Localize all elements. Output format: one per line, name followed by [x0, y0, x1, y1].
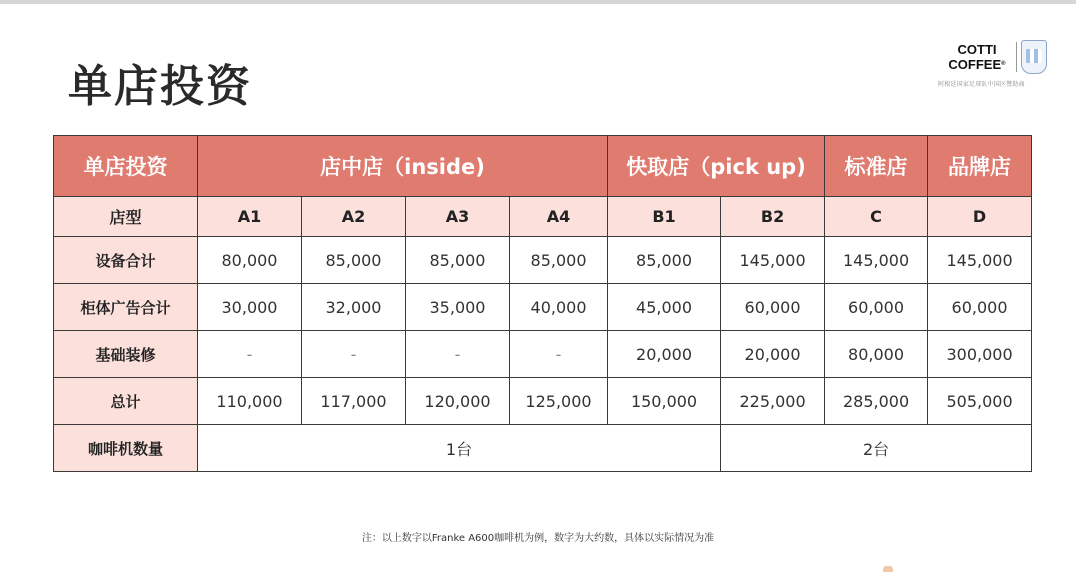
machine-count-row — [54, 425, 1032, 472]
type-cell: B1 — [608, 197, 721, 237]
value-cell: 35,000 — [406, 284, 510, 331]
value-cell: 145,000 — [825, 237, 928, 284]
header-inside: 店中店（inside) — [198, 136, 608, 197]
logo-divider — [1016, 42, 1017, 72]
value-cell: - — [510, 331, 608, 378]
store-type-row — [54, 197, 1032, 237]
value-cell: - — [302, 331, 406, 378]
logo-line2: COFFEE — [948, 57, 1002, 72]
logo-tagline: 阿根廷国家足球队中国区赞助商 — [938, 81, 1025, 88]
type-cell: B2 — [721, 197, 825, 237]
type-cell: A4 — [510, 197, 608, 237]
value-cell: 85,000 — [510, 237, 608, 284]
value-cell: 85,000 — [406, 237, 510, 284]
team-crest-icon — [1021, 40, 1047, 74]
machine-count-group2: 2台 — [721, 425, 1032, 472]
value-cell: 120,000 — [406, 378, 510, 425]
value-cell: 60,000 — [825, 284, 928, 331]
page-title: 单店投资 — [68, 61, 252, 112]
header-single-store: 单店投资 — [54, 136, 198, 197]
corner-decoration — [883, 566, 893, 572]
value-cell: 40,000 — [510, 284, 608, 331]
value-cell: 60,000 — [928, 284, 1032, 331]
row-label: 总计 — [54, 378, 198, 425]
row-label: 店型 — [54, 197, 198, 237]
row-label: 基础装修 — [54, 331, 198, 378]
type-cell: A2 — [302, 197, 406, 237]
value-cell: 285,000 — [825, 378, 928, 425]
value-cell: 300,000 — [928, 331, 1032, 378]
row-label: 设备合计 — [54, 237, 198, 284]
value-cell: - — [198, 331, 302, 378]
table-row — [54, 378, 1032, 425]
header-standard: 标准店 — [825, 136, 928, 197]
value-cell: 32,000 — [302, 284, 406, 331]
type-cell: A1 — [198, 197, 302, 237]
row-label: 柜体广告合计 — [54, 284, 198, 331]
value-cell: 145,000 — [928, 237, 1032, 284]
table-row — [54, 284, 1032, 331]
footnote: 注：以上数字以Franke A600咖啡机为例，数字为大约数，具体以实际情况为准 — [361, 533, 715, 544]
value-cell: 85,000 — [608, 237, 721, 284]
logo-line1: COTTI — [957, 42, 997, 57]
type-cell: A3 — [406, 197, 510, 237]
investment-table — [53, 135, 1032, 472]
type-cell: D — [928, 197, 1032, 237]
machine-count-group1: 1台 — [198, 425, 721, 472]
value-cell: - — [406, 331, 510, 378]
value-cell: 20,000 — [608, 331, 721, 378]
value-cell: 150,000 — [608, 378, 721, 425]
value-cell: 20,000 — [721, 331, 825, 378]
table-row — [54, 331, 1032, 378]
value-cell: 45,000 — [608, 284, 721, 331]
type-cell: C — [825, 197, 928, 237]
value-cell: 80,000 — [825, 331, 928, 378]
value-cell: 505,000 — [928, 378, 1032, 425]
table-row — [54, 237, 1032, 284]
logo-line2-wrap — [942, 57, 1012, 72]
value-cell: 125,000 — [510, 378, 608, 425]
value-cell: 225,000 — [721, 378, 825, 425]
row-label: 咖啡机数量 — [54, 425, 198, 472]
header-row — [54, 136, 1032, 197]
logo-wordmark — [942, 42, 1012, 72]
brand-logo — [936, 38, 1056, 88]
value-cell: 30,000 — [198, 284, 302, 331]
value-cell: 117,000 — [302, 378, 406, 425]
value-cell: 145,000 — [721, 237, 825, 284]
value-cell: 85,000 — [302, 237, 406, 284]
value-cell: 80,000 — [198, 237, 302, 284]
header-brand: 品牌店 — [928, 136, 1032, 197]
header-pickup: 快取店（pick up) — [608, 136, 825, 197]
logo-reg-mark: ® — [1001, 61, 1006, 67]
value-cell: 60,000 — [721, 284, 825, 331]
value-cell: 110,000 — [198, 378, 302, 425]
top-border — [0, 0, 1076, 4]
